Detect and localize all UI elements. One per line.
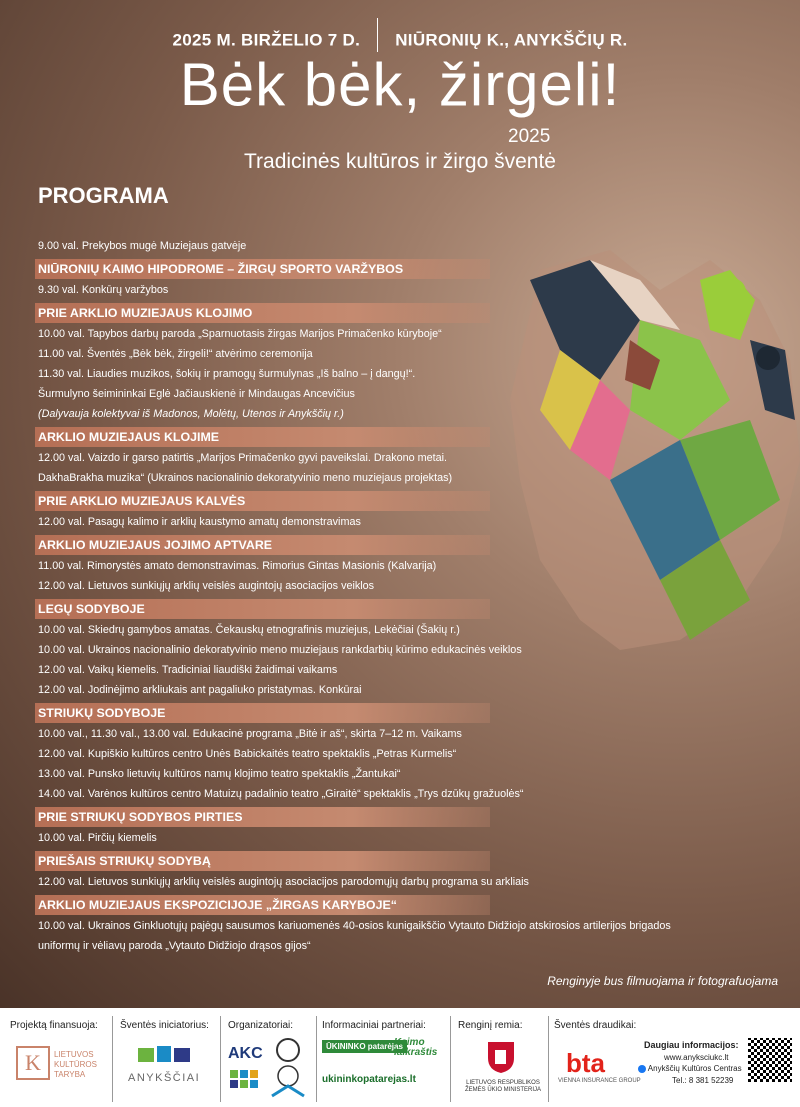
event-subtitle: Tradicinės kultūros ir žirgo šventė — [243, 150, 556, 173]
divider — [548, 1016, 549, 1102]
ministry-shield-icon — [486, 1040, 516, 1074]
program-section-heading: PRIE ARKLIO MUZIEJAUS KALVĖS — [35, 491, 490, 511]
facebook-icon — [638, 1065, 646, 1073]
program-item: 12.00 val. Kupiškio kultūros centro Unės Babickaitės teatro spektaklis „Petras Kurmelis“ — [38, 748, 457, 760]
divider — [450, 1016, 451, 1102]
sponsor-insurer — [554, 1008, 644, 1107]
program-list — [38, 236, 671, 956]
program-item: 10.00 val. Ukrainos nacionalinio dekoratyvinio meno muziejaus rankdarbių kūrimo edukacinės veiklos — [38, 644, 522, 656]
support-label: Renginį remia: — [458, 1020, 523, 1031]
program-section-heading: STRIUKŲ SODYBOJE — [35, 703, 490, 723]
program-item: 12.00 val. Jodinėjimo arkliukais ant pagaliuko pristatymas. Konkūrai — [38, 684, 362, 696]
more-info — [644, 1008, 744, 1107]
program-item: 9.30 val. Konkūrų varžybos — [38, 284, 169, 296]
program-item: 12.00 val. Lietuvos sunkiųjų arklių veislės augintojų asociacijos veiklos — [38, 580, 375, 592]
divider — [112, 1016, 113, 1102]
program-section-heading: ARKLIO MUZIEJAUS KLOJIME — [35, 427, 490, 447]
sponsor-financed — [10, 1008, 110, 1107]
program-item: 11.00 val. Šventės „Bėk bėk, žirgeli!“ atvėrimo ceremonija — [38, 348, 313, 360]
support-name: LIETUVOS RESPUBLIKOS ŽEMĖS ŪKIO MINISTERIJA — [464, 1080, 541, 1093]
sponsor-info-partners — [322, 1008, 448, 1107]
program-item: 12.00 val. Vaikų kiemelis. Tradiciniai liaudiški žaidimai vaikams — [38, 664, 338, 676]
financed-label: Projektą finansuoja: — [10, 1020, 98, 1031]
program-section-heading: LEGŲ SODYBOJE — [35, 599, 490, 619]
insurer-name: bta — [566, 1048, 605, 1078]
program-item: 12.00 val. Pasagų kalimo ir arklių kaustymo amatų demonstravimas — [38, 516, 361, 528]
sponsor-initiator — [120, 1008, 218, 1107]
insurer-label: Šventės draudikai: — [554, 1020, 637, 1031]
program-section-heading: PRIE STRIUKŲ SODYBOS PIRTIES — [35, 807, 490, 827]
divider — [220, 1016, 221, 1102]
program-item: 10.00 val. Pirčių kiemelis — [38, 832, 157, 844]
program-item: 10.00 val. Tapybos darbų paroda „Sparnuotasis žirgas Marijos Primačenko kūryboje“ — [38, 328, 442, 340]
organizers-logos-icon — [228, 1036, 308, 1104]
info-partner3: ukininkopatarejas.lt — [322, 1074, 416, 1085]
program-item: 11.00 val. Rimorystės amato demonstravimas. Rimorius Gintas Masionis (Kalvarija) — [38, 560, 437, 572]
filming-note: Renginyje bus filmuojama ir fotografuojama — [547, 974, 778, 988]
header-separator — [377, 18, 378, 52]
program-section-heading: ARKLIO MUZIEJAUS EKSPOZICIJOJE „ŽIRGAS KARYBOJE“ — [35, 895, 490, 915]
program-item: 11.30 val. Liaudies muzikos, šokių ir pramogų šurmulynas „Iš balno – į dangų!“. — [38, 368, 416, 380]
program-item: 14.00 val. Varėnos kultūros centro Matuizų padalinio teatro „Giraitė“ spektaklis „Trys dzūkų gražuolės“ — [38, 788, 524, 800]
insurer-sub: VIENNA INSURANCE GROUP — [558, 1078, 641, 1084]
info-partner1: ŪKININKO patarėjas — [322, 1040, 407, 1053]
program-item: (Dalyvauja kolektyvai iš Madonos, Molėtų, Utenos ir Anykščių r.) — [38, 408, 344, 420]
event-title: Bėk bėk, žirgeli! — [179, 51, 621, 118]
program-section-heading: ARKLIO MUZIEJAUS JOJIMO APTVARE — [35, 535, 490, 555]
k-letter-logo-icon: K — [16, 1046, 50, 1080]
phone: Tel.: 8 381 52239 — [672, 1076, 734, 1085]
sponsor-support — [458, 1008, 546, 1107]
program-item: 12.00 val. Vaizdo ir garso patirtis „Marijos Primačenko gyvi paveikslai. Drakono metai. — [38, 452, 448, 464]
program-section-heading: PRIEŠAIS STRIUKŲ SODYBĄ — [35, 851, 490, 871]
program-section-heading: PRIE ARKLIO MUZIEJAUS KLOJIMO — [35, 303, 490, 323]
website-link[interactable]: www.anyksciukc.lt — [664, 1053, 729, 1062]
program-section-heading: NIŪRONIŲ KAIMO HIPODROME – ŽIRGŲ SPORTO VARŽYBOS — [35, 259, 490, 279]
program-item: 10.00 val. Skiedrų gamybos amatas. Čekauskų etnografinis muziejus, Lekėčiai (Šakių r.) — [38, 624, 460, 636]
program-heading: PROGRAMA — [38, 183, 169, 208]
event-location: NIŪRONIŲ K., ANYKŠČIŲ R. — [395, 30, 628, 50]
more-info-label: Daugiau informacijos: — [644, 1040, 739, 1050]
event-year: 2025 — [508, 126, 551, 147]
program-item: DakhaBrakha muzika“ (Ukrainos nacionalinio dekoratyvinio meno muziejaus projektas) — [38, 472, 453, 484]
initiator-name: ANYKŠČIAI — [128, 1072, 201, 1084]
program-item: Šurmulyno šeimininkai Eglė Jačiauskienė ir Mindaugas Ancevičius — [38, 388, 355, 400]
sponsor-organizers — [228, 1008, 314, 1107]
program-item: uniformų ir vėliavų paroda „Vytauto Didžiojo drąsos gijos“ — [38, 940, 311, 952]
divider — [316, 1016, 317, 1102]
organizers-label: Organizatoriai: — [228, 1020, 294, 1031]
financed-name: LIETUVOS KULTŪROS TARYBA — [54, 1050, 97, 1079]
program-item: 13.00 val. Punsko lietuvių kultūros namų klojimo teatro spektaklis „Žantukai“ — [38, 768, 401, 780]
qr-code-icon[interactable] — [748, 1038, 792, 1082]
program-item: 10.00 val., 11.30 val., 13.00 val. Edukacinė programa „Bitė ir aš“, skirta 7–12 m. Vaikams — [38, 728, 462, 740]
info-partner2: Kaimo laikraštis — [394, 1037, 438, 1058]
facebook-link[interactable] — [638, 1064, 742, 1073]
anyksciai-logo-icon — [138, 1044, 194, 1066]
ltk-logo — [16, 1046, 50, 1080]
event-date: 2025 M. BIRŽELIO 7 D. — [172, 30, 361, 50]
initiator-label: Šventės iniciatorius: — [120, 1020, 209, 1031]
svg-text:AKC: AKC — [228, 1045, 263, 1062]
sponsors-bar — [0, 1008, 800, 1107]
program-item: 12.00 val. Lietuvos sunkiųjų arklių veislės augintojų asociacijos parodomųjų darbų programa su arkliais — [38, 876, 529, 888]
facebook-label: Anykščių Kultūros Centras — [647, 1064, 742, 1073]
program-item: 9.00 val. Prekybos mugė Muziejaus gatvėje — [38, 240, 247, 252]
info-label: Informaciniai partneriai: — [322, 1020, 426, 1031]
program-item: 10.00 val. Ukrainos Ginkluotųjų pajėgų sausumos kariuomenės 40-osios kunigaikščio Vytauto Didžiojo atskirosios artilerijos brigados — [38, 920, 671, 932]
